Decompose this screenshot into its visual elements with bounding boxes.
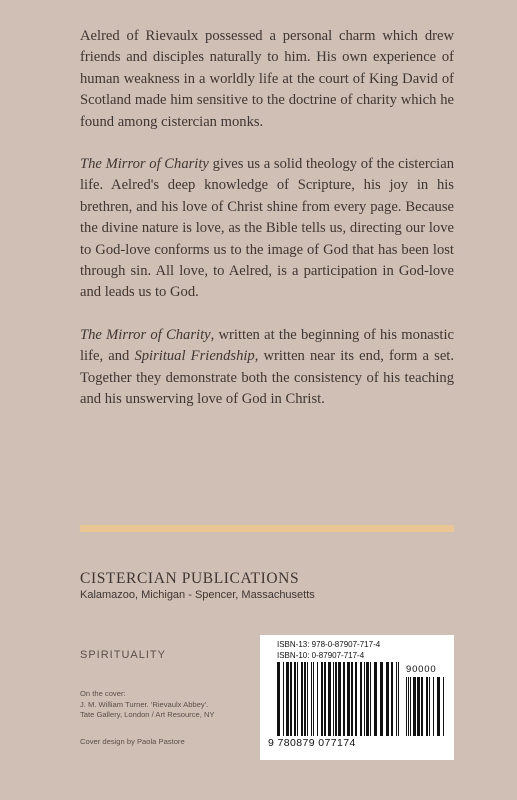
barcode-bar <box>277 662 280 736</box>
barcode-bar <box>324 662 326 736</box>
back-cover-blurb <box>80 26 454 432</box>
barcode-bar <box>408 677 409 736</box>
barcode-bar <box>360 662 362 736</box>
barcode-bar <box>301 662 303 736</box>
barcode-bar <box>321 662 323 736</box>
blurb-text: , written at the beginning of his monastic life, and <box>80 326 454 365</box>
barcode-bar <box>355 662 357 736</box>
isbn10-label: ISBN-10: 0-87907-717-4 <box>277 651 365 660</box>
barcode-bar <box>398 662 399 736</box>
barcode-bar <box>290 662 292 736</box>
barcode-bar <box>351 662 353 736</box>
credit-line: Tate Gallery, London / Art Resource, NY <box>80 710 215 719</box>
barcode-bar <box>429 677 430 736</box>
credit-line: J. M. William Turner. 'Rievaulx Abbey'. <box>80 699 209 709</box>
barcode-bar <box>307 662 308 736</box>
barcode-bar <box>417 677 420 736</box>
isbn13-label: ISBN-13: 978-0-87907-717-4 <box>277 640 381 649</box>
barcode-bar <box>343 662 345 736</box>
barcode-bar <box>426 677 428 736</box>
barcode-bar <box>335 662 337 736</box>
barcode-bar <box>413 677 416 736</box>
barcode-digits: 9 780879 077174 <box>268 737 356 749</box>
barcode-bar <box>386 662 389 736</box>
barcode-bar <box>380 662 383 736</box>
barcode-bar <box>391 662 393 736</box>
blurb-text: gives us a solid theology of the cistercian life. Aelred's deep knowledge of Scripture, his joy in his brethren, and his love of Christ shine from every page. Because the divine nature is love, as the Bible tells us, directing our love to God-love conforms us to the image of God that has been lost through sin. All love, to Aelred, is a participation in God-love and leads us to God. <box>80 156 454 301</box>
barcode-bar <box>313 662 314 736</box>
cover-credits <box>80 689 260 721</box>
price-addon-number: 90000 <box>406 664 437 675</box>
barcode-bar <box>396 662 397 736</box>
barcode-bar <box>333 662 334 736</box>
barcode-bar <box>421 677 423 736</box>
barcode-bar <box>366 662 369 736</box>
barcode-bar <box>311 662 312 736</box>
barcode-bar <box>283 662 284 736</box>
barcode-bar <box>406 677 407 736</box>
barcode-bar <box>338 662 341 736</box>
barcode-bar <box>433 677 434 736</box>
barcode-bar <box>410 677 411 736</box>
design-credit: Cover design by Paola Pastore <box>80 737 185 746</box>
blurb-text: , written near its end, form a set. Together they demonstrate both the consistency of his teaching and his unswerving love of God in Christ. <box>80 348 455 408</box>
blurb-paragraph-2 <box>80 154 454 304</box>
publisher-name: CISTERCIAN PUBLICATIONS <box>80 570 300 587</box>
barcode-bar <box>443 677 444 736</box>
barcode-bar <box>286 662 289 736</box>
barcode-bar <box>370 662 371 736</box>
publisher-block <box>80 570 460 601</box>
book-title: The Mirror of Charity <box>80 156 209 173</box>
decorative-rule <box>80 525 454 532</box>
barcode-bar <box>304 662 306 736</box>
barcode-bar <box>364 662 365 736</box>
book-title: The Mirror of Charity <box>80 326 211 343</box>
publisher-location: Kalamazoo, Michigan - Spencer, Massachusetts <box>80 589 315 601</box>
barcode-bar <box>294 662 296 736</box>
blurb-paragraph-3 <box>80 325 454 411</box>
barcode-bar <box>437 677 440 736</box>
barcode-bar <box>374 662 377 736</box>
barcode-bar <box>347 662 350 736</box>
barcode-bar <box>328 662 331 736</box>
category-label: SPIRITUALITY <box>80 649 166 661</box>
barcode-bar <box>297 662 298 736</box>
credit-line: On the cover: <box>80 689 126 698</box>
blurb-paragraph-1: Aelred of Rievaulx possessed a personal charm which drew friends and disciples naturally to him. His own experience of human weakness in a worldly life at the court of King David of Scotland made him sensitive to the doctrine of charity which he found among cistercian monks. <box>80 28 454 130</box>
barcode-panel <box>260 635 454 760</box>
book-title: Spiritual Friendship <box>134 348 255 365</box>
barcode-bar <box>317 662 318 736</box>
